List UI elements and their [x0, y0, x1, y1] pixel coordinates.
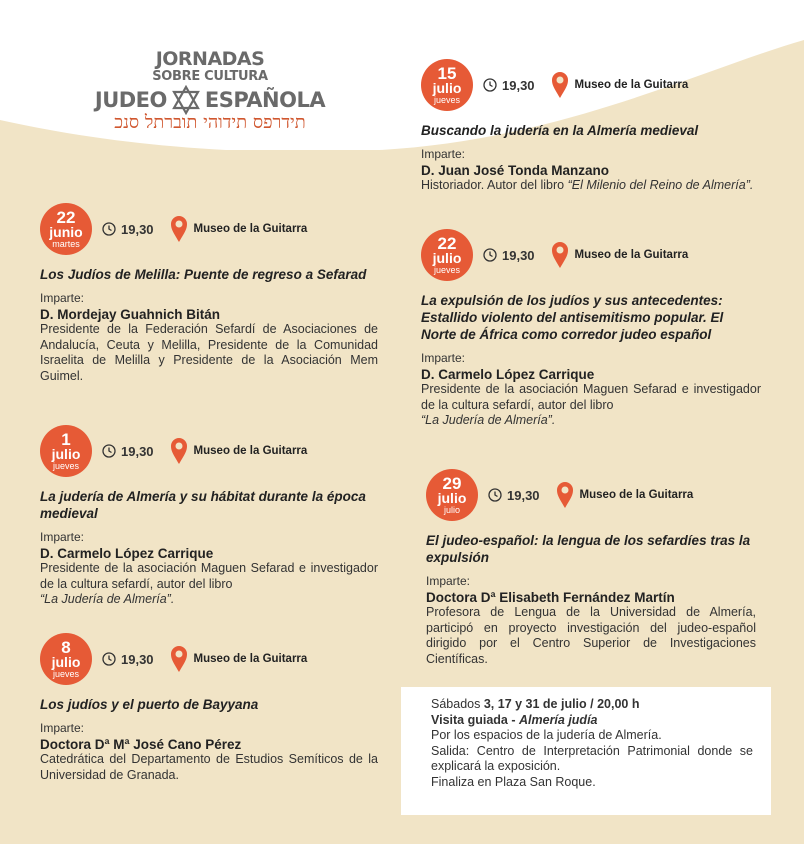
header-title-line1: JORNADAS: [155, 48, 265, 70]
date-month: julio: [432, 250, 462, 266]
book-title: “La Judería de Almería”.: [40, 592, 175, 606]
event-location: [170, 437, 308, 465]
speaker-description-text: Presidente de la asociación Maguen Sefarad e investigador de la cultura sefardí, autor del libro: [421, 382, 761, 412]
imparte-label: Imparte:: [40, 291, 85, 305]
header-title-espanola: ESPAÑOLA: [204, 88, 326, 112]
event-time: [483, 78, 535, 93]
date-month: julio: [432, 80, 462, 96]
date-weekday: jueves: [52, 669, 79, 679]
visit-title: [431, 713, 753, 729]
date-day: 15: [437, 64, 457, 83]
guided-visit-box: [401, 687, 771, 815]
clock-icon: [488, 488, 502, 502]
event-location-text: Museo de la Guitarra: [579, 489, 694, 501]
date-weekday: julio: [443, 505, 460, 515]
date-day: 1: [61, 430, 71, 449]
speaker-description: Presidente de la Federación Sefardí de Asociaciones de Andalucía, Ceuta y Melilla, Presidente de la Comunidad Israelita de Melilla y Presidente de la Asociación Mem Guimel.: [40, 322, 378, 383]
date-badge: [40, 203, 92, 255]
event-time-text: 19,30: [121, 651, 154, 667]
date-day: 22: [437, 234, 457, 253]
date-badge: [40, 425, 92, 477]
event-card: [426, 468, 756, 667]
visit-dates-value: 3, 17 y 31 de julio / 20,00 h: [483, 697, 640, 711]
event-time: [102, 652, 154, 667]
star-of-david-icon: [171, 85, 201, 115]
speaker-name: Doctora Dª Elisabeth Fernández Martín: [426, 590, 675, 605]
event-card: [40, 632, 378, 783]
event-card: [421, 58, 761, 194]
visit-dates: [431, 697, 753, 713]
date-month: julio: [51, 654, 81, 670]
event-title: La expulsión de los judíos y sus antecedentes: Estallido violento del antisemitismo popular. El Norte de África como corredor judeo español: [421, 293, 724, 342]
event-time-text: 19,30: [502, 77, 535, 93]
event-time: [483, 248, 535, 263]
event-header: [60, 48, 360, 133]
date-badge: [421, 229, 473, 281]
speaker-description-text: Historiador. Autor del libro: [421, 178, 565, 192]
speaker-description: [421, 178, 761, 194]
speaker-description: [421, 382, 761, 429]
event-time: [102, 444, 154, 459]
imparte-label: Imparte:: [40, 530, 85, 544]
header-hebrew-title: תידרפס תידוהי תוברתל סנכ: [114, 112, 306, 133]
date-weekday: jueves: [433, 265, 460, 275]
map-pin-icon: [170, 215, 188, 243]
event-location: [170, 645, 308, 673]
header-title-line2: SOBRE CULTURA: [152, 69, 268, 84]
clock-icon: [102, 222, 116, 236]
event-card: [40, 202, 378, 384]
header-title-line3: [60, 85, 360, 115]
imparte-label: Imparte:: [426, 574, 471, 588]
event-title: La judería de Almería y su hábitat durante la época medieval: [40, 489, 366, 521]
visit-dates-prefix: Sábados: [431, 697, 481, 711]
speaker-name: D. Carmelo López Carrique: [40, 546, 214, 561]
event-time-text: 19,30: [121, 221, 154, 237]
event-title: Buscando la judería en la Almería medieval: [421, 123, 699, 138]
event-location: [551, 241, 689, 269]
date-badge: [421, 59, 473, 111]
speaker-name: D. Mordejay Guahnich Bitán: [40, 307, 221, 322]
date-weekday: jueves: [52, 461, 79, 471]
event-location-text: Museo de la Guitarra: [193, 445, 308, 457]
map-pin-icon: [551, 71, 569, 99]
event-title: Los Judíos de Melilla: Puente de regreso a Sefarad: [40, 267, 367, 282]
event-location: [170, 215, 308, 243]
map-pin-icon: [551, 241, 569, 269]
imparte-label: Imparte:: [40, 721, 85, 735]
event-location-text: Museo de la Guitarra: [574, 79, 689, 91]
speaker-name: D. Carmelo López Carrique: [421, 367, 595, 382]
date-month: julio: [437, 490, 467, 506]
date-badge: [426, 469, 478, 521]
visit-line-end: Finaliza en Plaza San Roque.: [431, 774, 596, 789]
visit-title-prefix: Visita guiada -: [431, 712, 516, 727]
map-pin-icon: [556, 481, 574, 509]
event-time-text: 19,30: [507, 487, 540, 503]
speaker-name: D. Juan José Tonda Manzano: [421, 163, 610, 178]
map-pin-icon: [170, 645, 188, 673]
speaker-description: Catedrática del Departamento de Estudios Semíticos de la Universidad de Granada.: [40, 752, 378, 782]
speaker-description: Profesora de Lengua de la Universidad de Almería, participó en proyecto investigación del judeo-español dirigido por el Centro Superior de Investigaciones Científicas.: [426, 605, 756, 666]
date-weekday: jueves: [433, 95, 460, 105]
event-location-text: Museo de la Guitarra: [193, 223, 308, 235]
date-day: 29: [442, 474, 462, 493]
imparte-label: Imparte:: [421, 147, 466, 161]
imparte-label: Imparte:: [421, 351, 466, 365]
event-location: [551, 71, 689, 99]
date-weekday: martes: [52, 239, 80, 249]
map-pin-icon: [170, 437, 188, 465]
event-time-text: 19,30: [121, 443, 154, 459]
speaker-description-text: Presidente de la asociación Maguen Sefarad e investigador de la cultura sefardí, autor del libro: [40, 561, 378, 591]
visit-line-departure: Salida: Centro de Interpretación Patrimonial donde se explicará la exposición.: [431, 743, 753, 773]
speaker-name: Doctora Dª Mª José Cano Pérez: [40, 737, 242, 752]
event-time: [488, 488, 540, 503]
event-location-text: Museo de la Guitarra: [193, 653, 308, 665]
event-title: El judeo-español: la lengua de los sefardíes tras la expulsión: [426, 533, 751, 565]
date-day: 22: [56, 208, 76, 227]
event-location-text: Museo de la Guitarra: [574, 249, 689, 261]
visit-line-route: Por los espacios de la judería de Almería.: [431, 728, 662, 742]
event-card: [40, 424, 378, 608]
clock-icon: [102, 444, 116, 458]
date-month: julio: [51, 446, 81, 462]
event-time-text: 19,30: [502, 247, 535, 263]
visit-title-name: Almería judía: [519, 712, 598, 727]
date-badge: [40, 633, 92, 685]
date-day: 8: [61, 638, 71, 657]
event-title: Los judíos y el puerto de Bayyana: [40, 697, 259, 712]
clock-icon: [483, 78, 497, 92]
event-location: [556, 481, 694, 509]
speaker-description: [40, 561, 378, 608]
date-month: junio: [49, 224, 83, 240]
clock-icon: [102, 652, 116, 666]
event-card: [421, 228, 761, 429]
event-time: [102, 222, 154, 237]
header-title-judeo: JUDEO: [94, 88, 167, 112]
book-title: “La Judería de Almería”.: [421, 413, 556, 427]
book-title: “El Milenio del Reino de Almería”.: [567, 178, 754, 192]
clock-icon: [483, 248, 497, 262]
